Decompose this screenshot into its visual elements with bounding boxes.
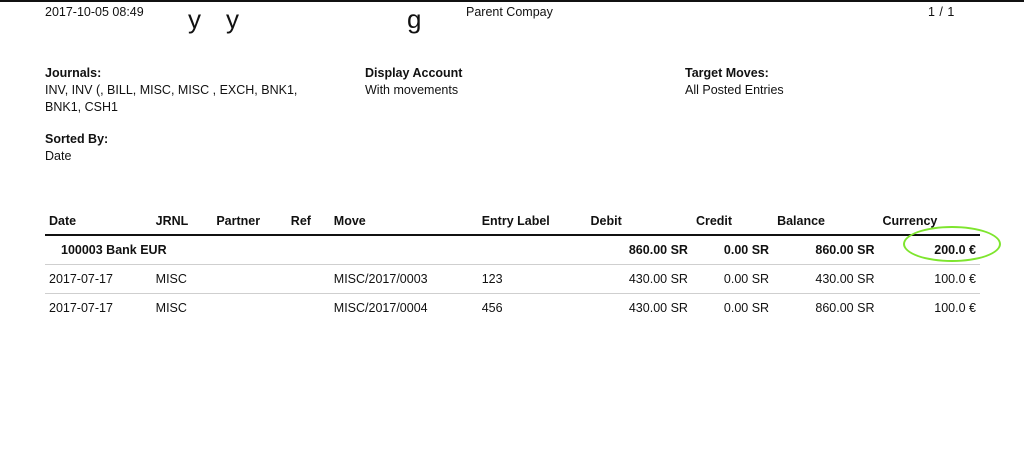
- row-ref: [287, 294, 330, 323]
- journals-value-line1: INV, INV (, BILL, MISC, MISC , EXCH, BNK1,: [45, 83, 298, 97]
- col-header-balance: Balance: [773, 210, 878, 235]
- row-date: 2017-07-17: [49, 301, 113, 315]
- row-date: 2017-07-17: [45, 265, 152, 294]
- row-debit: 430.00 SR: [628, 301, 688, 315]
- display-account-value: With movements: [365, 83, 459, 97]
- highlight-annotation-ring: [903, 226, 1001, 262]
- row-entry-label: 456: [481, 301, 503, 315]
- row-ref: [287, 265, 330, 294]
- title-fragment: y: [226, 4, 239, 34]
- journals-label: Journals:: [45, 66, 102, 80]
- company-name: Parent Compay: [466, 5, 553, 19]
- col-header-entry-label: Entry Label: [478, 210, 587, 235]
- sorted-by-value: Date: [45, 149, 72, 163]
- row-jrnl: MISC: [155, 301, 187, 315]
- page-indicator: 1 / 1: [928, 5, 955, 19]
- col-header-date: Date: [45, 210, 152, 235]
- row-partner: [212, 294, 286, 323]
- col-header-ref: Ref: [287, 210, 330, 235]
- row-currency: 100.0 €: [934, 301, 976, 315]
- account-credit: 0.00 SR: [692, 235, 773, 265]
- table-row: [45, 265, 980, 294]
- account-name: 100003 Bank EUR: [45, 235, 587, 265]
- row-credit: 0.00 SR: [692, 265, 773, 294]
- col-header-jrnl: JRNL: [152, 210, 213, 235]
- sorted-by-label: Sorted By:: [45, 132, 109, 146]
- display-account-label: Display Account: [365, 66, 463, 80]
- target-moves-value: All Posted Entries: [685, 83, 784, 97]
- account-debit: 860.00 SR: [587, 235, 692, 265]
- row-move: MISC/2017/0004: [333, 301, 428, 315]
- account-summary-row: [45, 235, 980, 265]
- sorted-by-filter: [45, 131, 245, 165]
- account-balance: 860.00 SR: [773, 235, 878, 265]
- account-currency: 200.0 €: [878, 235, 980, 265]
- row-entry-label: 123: [478, 265, 587, 294]
- table-row: [45, 294, 980, 323]
- col-header-move: Move: [330, 210, 478, 235]
- print-datetime: 2017-10-05 08:49: [45, 5, 144, 19]
- title-fragment: y: [188, 4, 201, 34]
- row-balance: 430.00 SR: [773, 265, 878, 294]
- row-partner: [212, 265, 286, 294]
- row-move: MISC/2017/0003: [330, 265, 478, 294]
- target-moves-filter: [685, 65, 965, 99]
- col-header-debit: Debit: [587, 210, 692, 235]
- display-account-filter: [365, 65, 645, 99]
- table-header-row: [45, 210, 980, 235]
- row-jrnl: MISC: [152, 265, 213, 294]
- target-moves-label: Target Moves:: [685, 66, 769, 80]
- row-credit: 0.00 SR: [723, 301, 770, 315]
- general-ledger-table: [45, 210, 980, 322]
- row-currency: 100.0 €: [878, 265, 980, 294]
- col-header-partner: Partner: [212, 210, 286, 235]
- journals-value-line2: BNK1, CSH1: [45, 100, 118, 114]
- row-balance: 860.00 SR: [815, 301, 875, 315]
- journals-filter: [45, 65, 345, 116]
- title-fragment: g: [407, 4, 422, 34]
- top-border: [0, 0, 1024, 2]
- col-header-credit: Credit: [692, 210, 773, 235]
- col-header-currency: Currency: [878, 210, 980, 235]
- row-debit: 430.00 SR: [587, 265, 692, 294]
